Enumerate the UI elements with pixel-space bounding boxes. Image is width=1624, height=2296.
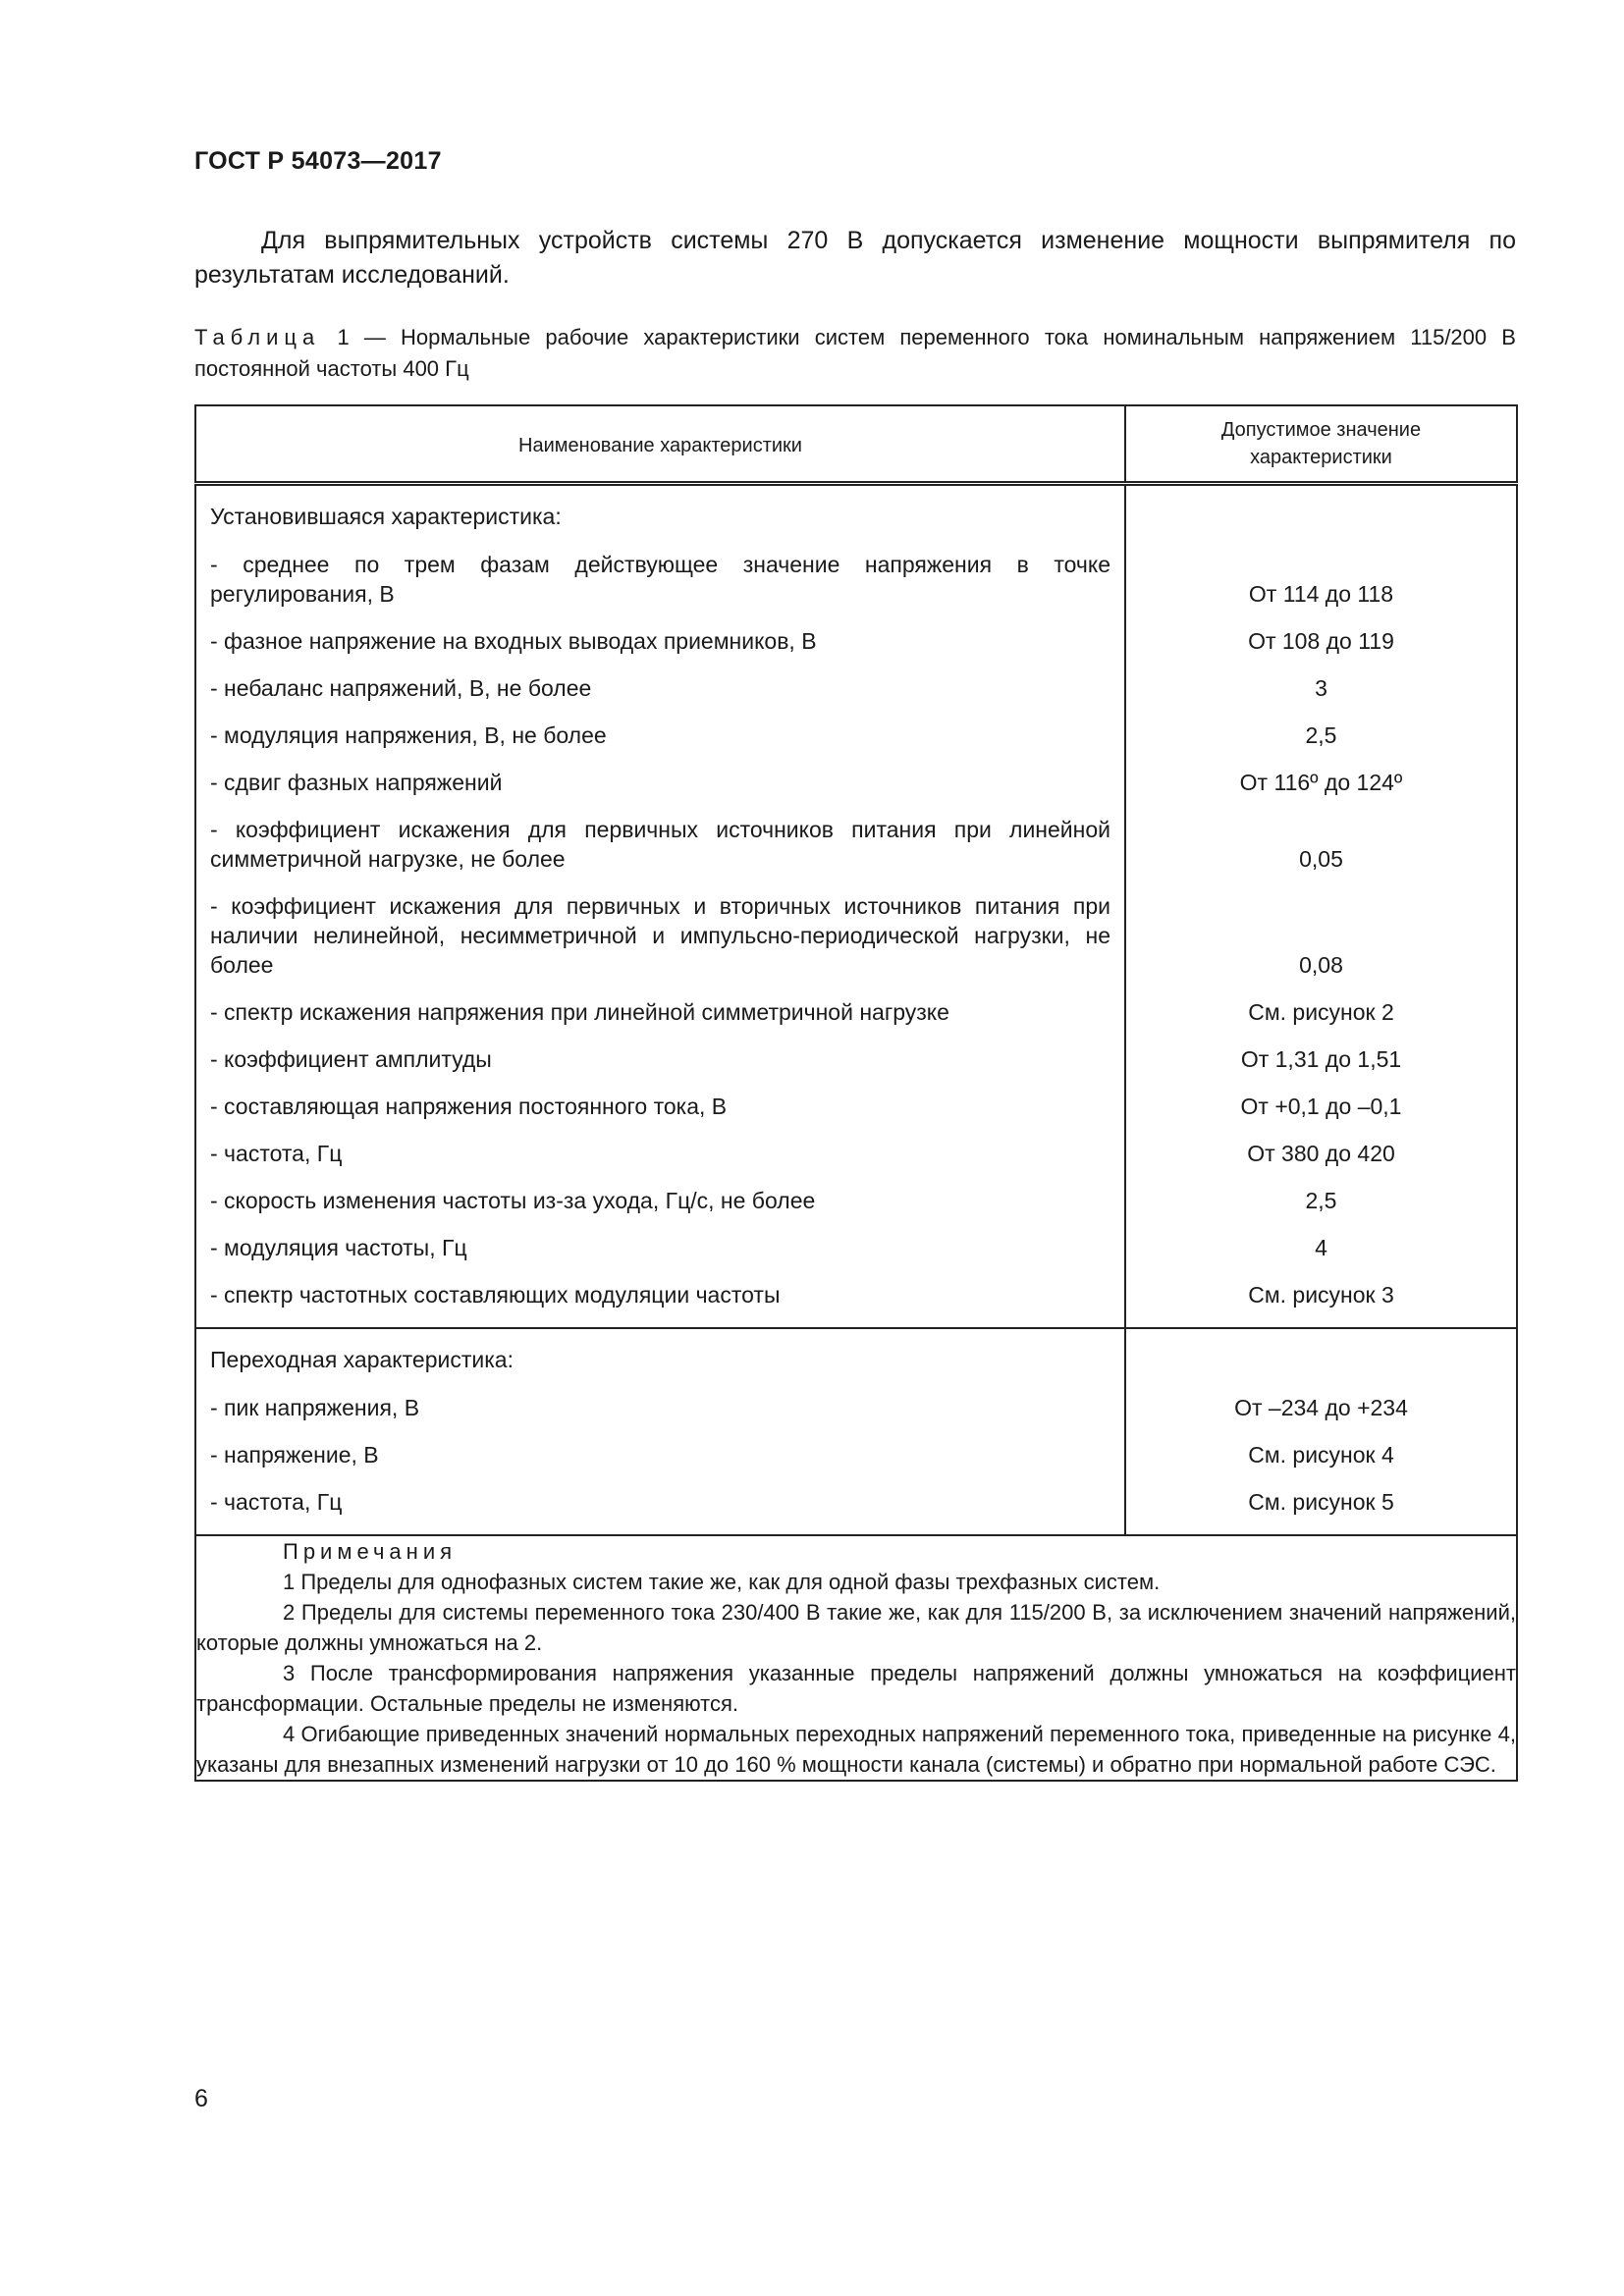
row-name: - среднее по трем фазам действующее значение напряжения в точке регулирования, В	[210, 552, 1110, 607]
note-item: 3 После трансформирования напряжения указанные пределы напряжений должны умножаться на коэффициент трансформации. Остальные пределы не изменяются.	[196, 1661, 1516, 1716]
row-name: - модуляция напряжения, В, не более	[210, 722, 607, 748]
notes-row	[195, 1535, 1517, 1781]
table-row	[195, 541, 1517, 617]
table-row	[195, 1271, 1517, 1328]
table-row	[195, 806, 1517, 882]
notes-cell	[195, 1535, 1517, 1781]
row-value: От 108 до 119	[1125, 617, 1517, 665]
row-name: - коэффициент амплитуды	[210, 1046, 492, 1072]
section-title: Установившаяся характеристика:	[195, 484, 1125, 542]
row-name-cell	[195, 665, 1125, 712]
row-value: 0,08	[1125, 882, 1517, 988]
row-value: От 1,31 до 1,51	[1125, 1036, 1517, 1083]
row-name: - скорость изменения частоты из-за ухода, Гц/с, не более	[210, 1188, 816, 1213]
column-header-name: Наименование характеристики	[195, 405, 1125, 484]
row-value: 4	[1125, 1224, 1517, 1271]
row-name-cell	[195, 988, 1125, 1036]
row-name: - модуляция частоты, Гц	[210, 1235, 467, 1260]
notes-title: Примечания	[283, 1539, 458, 1564]
table-row	[195, 1036, 1517, 1083]
table-row	[195, 1224, 1517, 1271]
row-value: От –234 до +234	[1125, 1384, 1517, 1431]
note-item: 1 Пределы для однофазных систем такие же, как для одной фазы трехфазных систем.	[283, 1570, 1161, 1594]
row-name: - составляющая напряжения постоянного тока, В	[210, 1094, 728, 1119]
row-value: См. рисунок 3	[1125, 1271, 1517, 1328]
row-name-cell	[195, 541, 1125, 617]
note-item: 4 Огибающие приведенных значений нормальных переходных напряжений переменного тока, приведенные на рисунке 4, указаны для внезапных изменений нагрузки от 10 до 160 % мощности канала (системы) и обратно при нормальной работе СЭС.	[196, 1722, 1516, 1777]
row-name-cell	[195, 1130, 1125, 1177]
empty-value-cell	[1125, 1328, 1517, 1384]
table-caption-text: 1 — Нормальные рабочие характеристики систем переменного тока номинальным напряжением 115/200 В постоянной частоты 400 Гц	[194, 325, 1516, 381]
row-name-cell	[195, 1384, 1125, 1431]
table-header-row	[195, 405, 1517, 484]
table-caption	[194, 322, 1516, 385]
characteristics-table	[194, 404, 1518, 1782]
table-row	[195, 665, 1517, 712]
row-name: - напряжение, В	[210, 1442, 379, 1468]
page-number: 6	[194, 2085, 208, 2112]
table-row	[195, 988, 1517, 1036]
table-row	[195, 1431, 1517, 1478]
section-title-row	[195, 484, 1517, 542]
row-name: - фазное напряжение на входных выводах приемников, В	[210, 628, 817, 654]
table-row	[195, 1384, 1517, 1431]
row-value: См. рисунок 5	[1125, 1478, 1517, 1535]
note-item: 2 Пределы для системы переменного тока 230/400 В такие же, как для 115/200 В, за исключением значений напряжений, которые должны умножаться на 2.	[196, 1600, 1516, 1655]
row-name-cell	[195, 1177, 1125, 1224]
row-name-cell	[195, 1271, 1125, 1328]
table-row	[195, 617, 1517, 665]
row-name: - спектр искажения напряжения при линейной симметричной нагрузке	[210, 999, 949, 1025]
row-name-cell	[195, 882, 1125, 988]
row-name: - сдвиг фазных напряжений	[210, 770, 503, 795]
table-row	[195, 882, 1517, 988]
row-name: - коэффициент искажения для первичных и вторичных источников питания при наличии нелинейной, несимметричной и импульсно-периодической нагрузки, не более	[210, 893, 1110, 978]
row-name: - пик напряжения, В	[210, 1395, 420, 1420]
row-name-cell	[195, 1478, 1125, 1535]
section-title-row	[195, 1328, 1517, 1384]
row-name: - спектр частотных составляющих модуляции частоты	[210, 1282, 781, 1308]
row-name-cell	[195, 1431, 1125, 1478]
row-name: - коэффициент искажения для первичных источников питания при линейной симметричной нагрузке, не более	[210, 817, 1110, 872]
row-value: 2,5	[1125, 712, 1517, 759]
row-name-cell	[195, 1224, 1125, 1271]
row-name-cell	[195, 1036, 1125, 1083]
row-name-cell	[195, 617, 1125, 665]
row-name-cell	[195, 1083, 1125, 1130]
row-value: От +0,1 до –0,1	[1125, 1083, 1517, 1130]
row-value: От 114 до 118	[1125, 541, 1517, 617]
row-name: - небаланс напряжений, В, не более	[210, 675, 592, 701]
intro-text: Для выпрямительных устройств системы 270 В допускается изменение мощности выпрямителя по результатам исследований.	[194, 227, 1516, 289]
table-caption-label: Таблица	[194, 325, 321, 349]
table-row	[195, 1478, 1517, 1535]
row-value: От 116º до 124º	[1125, 759, 1517, 806]
row-value: От 380 до 420	[1125, 1130, 1517, 1177]
row-name-cell	[195, 806, 1125, 882]
section-title: Переходная характеристика:	[195, 1328, 1125, 1384]
table-row	[195, 1130, 1517, 1177]
row-value: 3	[1125, 665, 1517, 712]
table-row	[195, 1083, 1517, 1130]
row-value: См. рисунок 4	[1125, 1431, 1517, 1478]
empty-value-cell	[1125, 484, 1517, 542]
row-name: - частота, Гц	[210, 1489, 343, 1515]
table-row	[195, 712, 1517, 759]
table-row	[195, 759, 1517, 806]
row-value: 2,5	[1125, 1177, 1517, 1224]
column-header-value: Допустимое значение характеристики	[1125, 405, 1517, 484]
row-name-cell	[195, 759, 1125, 806]
row-name-cell	[195, 712, 1125, 759]
row-value: См. рисунок 2	[1125, 988, 1517, 1036]
table-row	[195, 1177, 1517, 1224]
document-code: ГОСТ Р 54073—2017	[194, 147, 442, 175]
row-name: - частота, Гц	[210, 1141, 343, 1166]
intro-paragraph	[194, 224, 1516, 293]
row-value: 0,05	[1125, 806, 1517, 882]
